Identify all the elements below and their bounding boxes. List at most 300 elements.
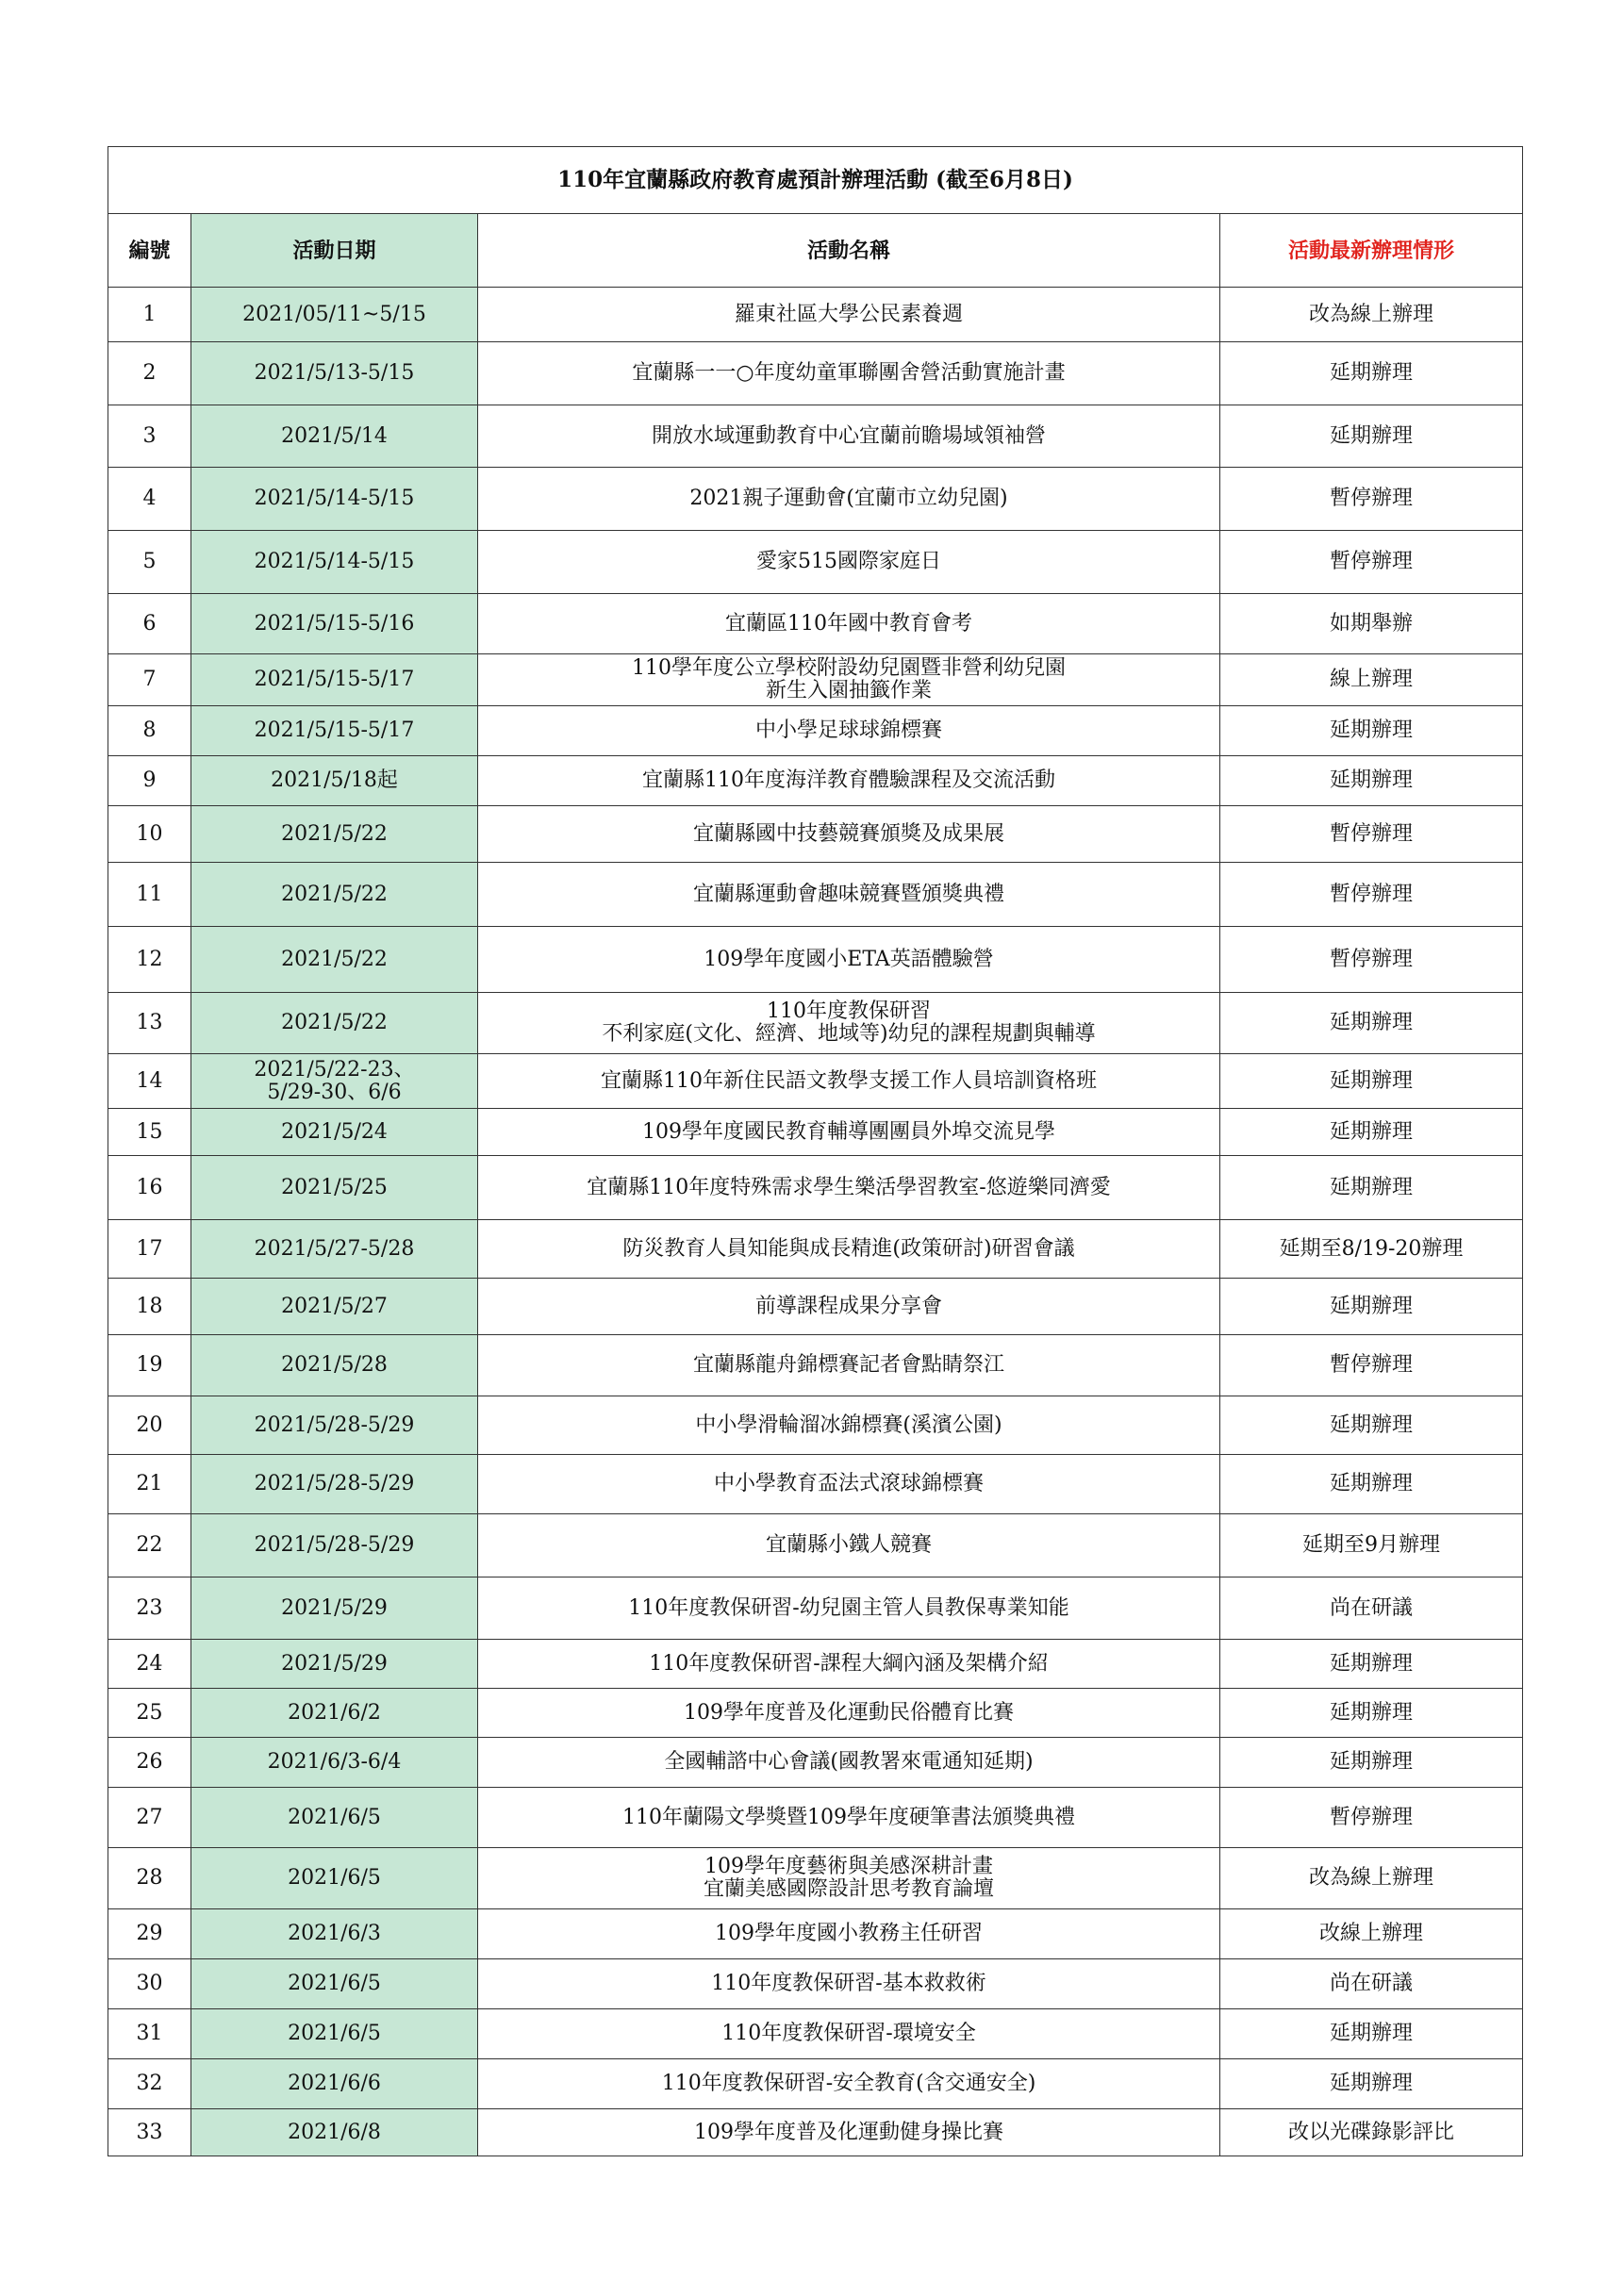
row-no-text: 25	[136, 1700, 163, 1725]
row-no-text: 8	[142, 719, 157, 742]
row-no	[108, 1054, 191, 1109]
row-no-text: 10	[136, 821, 163, 846]
row-no-text: 33	[136, 2120, 163, 2144]
row-status-text: 線上辦理	[1330, 668, 1414, 691]
row-date	[191, 1640, 478, 1689]
row-status-text: 暫停辦理	[1330, 821, 1414, 846]
row-status-text: 暫停辦理	[1330, 1353, 1414, 1377]
row-name	[478, 1514, 1220, 1577]
row-name-text: 110年度教保研習-基本救救術	[711, 1972, 986, 1995]
row-no	[108, 993, 191, 1054]
row-no-text: 17	[136, 1236, 163, 1261]
row-status-text: 暫停辦理	[1330, 550, 1414, 573]
row-status-text: 延期辦理	[1330, 1412, 1414, 1437]
row-status	[1220, 2109, 1523, 2156]
row-name-text: 2021親子運動會(宜蘭市立幼兒園)	[689, 487, 1008, 510]
header-name: 活動名稱	[478, 214, 1220, 288]
row-name-text: 宜蘭縣110年新住民語文教學支援工作人員培訓資格班	[601, 1068, 1097, 1093]
row-date	[191, 1577, 478, 1640]
row-name-text: 中小學足球球錦標賽	[754, 719, 942, 742]
row-no	[108, 1788, 191, 1848]
row-name-text: 前導課程成果分享會	[754, 1294, 942, 1318]
row-name-text: 110年度教保研習-課程大綱內涵及架構介紹	[649, 1651, 1049, 1676]
row-date-text: 2021/6/5	[288, 2022, 381, 2045]
row-status	[1220, 1640, 1523, 1689]
row-status	[1220, 756, 1523, 806]
row-status-text: 延期辦理	[1330, 1119, 1414, 1144]
row-name-text: 109學年度藝術與美感深耕計畫	[704, 1855, 993, 1878]
row-name	[478, 1109, 1220, 1156]
row-name	[478, 1959, 1220, 2009]
row-date-text: 2021/5/29	[281, 1651, 388, 1676]
row-no-text: 26	[136, 1750, 163, 1774]
row-date-text: 2021/5/18起	[271, 768, 398, 792]
row-no	[108, 1848, 191, 1909]
row-no-text: 7	[142, 668, 157, 691]
row-date	[191, 1738, 478, 1788]
row-no-text: 16	[136, 1175, 163, 1199]
row-date-text: 2021/6/3	[288, 1922, 381, 1945]
row-no	[108, 756, 191, 806]
row-name	[478, 2059, 1220, 2109]
row-name	[478, 2109, 1220, 2156]
row-status-text: 改線上辦理	[1319, 1922, 1424, 1945]
row-no	[108, 706, 191, 756]
row-date-text: 2021/6/5	[288, 1805, 381, 1829]
row-name	[478, 1577, 1220, 1640]
row-date	[191, 1848, 478, 1909]
row-date-text: 2021/5/29	[281, 1595, 388, 1620]
row-date-text: 2021/5/22	[281, 947, 388, 971]
row-name-text: 開放水域運動教育中心宜蘭前瞻場域領袖營	[651, 423, 1046, 448]
row-date-text: 2021/5/22-23、	[254, 1057, 415, 1082]
table-row	[108, 1396, 1523, 1455]
row-no-text: 13	[136, 1011, 163, 1034]
row-no-text: 19	[136, 1353, 163, 1377]
row-status	[1220, 1577, 1523, 1640]
row-status-text: 改為線上辦理	[1309, 1866, 1434, 1890]
row-status	[1220, 1738, 1523, 1788]
row-no	[108, 863, 191, 927]
row-status-text: 延期至9月辦理	[1302, 1533, 1441, 1557]
row-date	[191, 531, 478, 594]
row-no-text: 22	[136, 1533, 163, 1557]
row-date-text: 2021/5/28-5/29	[254, 1533, 415, 1557]
row-no-text: 24	[136, 1651, 163, 1676]
table-row	[108, 806, 1523, 863]
row-name-text: 110年度教保研習-環境安全	[721, 2022, 976, 2045]
table-row	[108, 288, 1523, 342]
row-no-text: 20	[136, 1412, 163, 1437]
row-date-text: 2021/5/14-5/15	[254, 487, 415, 510]
row-no	[108, 405, 191, 468]
row-date-text: 2021/5/25	[281, 1175, 388, 1199]
row-date	[191, 1455, 478, 1514]
row-no	[108, 1689, 191, 1738]
row-status	[1220, 1455, 1523, 1514]
table-row	[108, 1156, 1523, 1220]
header-status: 活動最新辦理情形	[1220, 214, 1523, 288]
row-name-text: 110年度教保研習-安全教育(含交通安全)	[661, 2072, 1036, 2095]
row-name-text: 110年度教保研習	[767, 999, 931, 1023]
row-name	[478, 993, 1220, 1054]
row-name-text: 109學年度普及化運動民俗體育比賽	[684, 1700, 1014, 1725]
title-row	[108, 147, 1523, 214]
row-date-text: 2021/6/5	[288, 1972, 381, 1995]
row-date	[191, 1335, 478, 1396]
row-no	[108, 1220, 191, 1279]
row-no	[108, 468, 191, 531]
row-no	[108, 1959, 191, 2009]
row-status-text: 延期辦理	[1330, 1472, 1414, 1495]
row-no	[108, 1738, 191, 1788]
table-title: 110年宜蘭縣政府教育處預計辦理活動 (截至6月8日)	[108, 147, 1523, 214]
row-no-text: 9	[142, 768, 157, 792]
row-no-text: 32	[136, 2072, 163, 2095]
row-name	[478, 927, 1220, 993]
row-date	[191, 288, 478, 342]
row-date-text: 2021/5/28-5/29	[254, 1472, 415, 1495]
row-date-text: 2021/5/15-5/17	[254, 668, 415, 691]
row-name	[478, 288, 1220, 342]
row-no	[108, 1335, 191, 1396]
table-row	[108, 927, 1523, 993]
row-date	[191, 706, 478, 756]
row-name-text: 110年度教保研習-幼兒園主管人員教保專業知能	[628, 1595, 1069, 1620]
row-status-text: 延期辦理	[1330, 1651, 1414, 1676]
table-row	[108, 993, 1523, 1054]
row-name-text: 宜蘭美感國際設計思考教育論壇	[703, 1877, 994, 1901]
row-status-text: 延期辦理	[1330, 1175, 1414, 1199]
row-name	[478, 1689, 1220, 1738]
row-name	[478, 531, 1220, 594]
row-date	[191, 927, 478, 993]
row-no	[108, 1577, 191, 1640]
table-row	[108, 1054, 1523, 1109]
row-date	[191, 1396, 478, 1455]
row-date	[191, 405, 478, 468]
row-date	[191, 1959, 478, 2009]
row-name-text: 109學年度國民教育輔導團團員外埠交流見學	[642, 1119, 1055, 1144]
row-date-text: 2021/5/27	[281, 1294, 388, 1318]
row-no	[108, 2009, 191, 2059]
row-no	[108, 2059, 191, 2109]
row-status-text: 改為線上辦理	[1309, 302, 1434, 326]
row-date	[191, 1788, 478, 1848]
table-row	[108, 756, 1523, 806]
row-name	[478, 1738, 1220, 1788]
row-status	[1220, 706, 1523, 756]
row-name	[478, 1909, 1220, 1959]
row-status-text: 延期辦理	[1330, 768, 1414, 792]
row-status	[1220, 405, 1523, 468]
row-status-text: 延期辦理	[1330, 1068, 1414, 1093]
row-no	[108, 806, 191, 863]
table-row	[108, 342, 1523, 405]
row-name	[478, 706, 1220, 756]
row-no	[108, 2109, 191, 2156]
row-name	[478, 1156, 1220, 1220]
row-no	[108, 1279, 191, 1335]
header-date: 活動日期	[191, 214, 478, 288]
row-status-text: 延期辦理	[1330, 2072, 1414, 2095]
row-date-text: 2021/5/27-5/28	[254, 1236, 415, 1261]
table-row	[108, 863, 1523, 927]
row-date-text: 2021/05/11~5/15	[242, 302, 426, 326]
table-row	[108, 1455, 1523, 1514]
row-name	[478, 594, 1220, 654]
row-name-text: 110學年度公立學校附設幼兒園暨非營利幼兒園	[632, 656, 1066, 680]
row-date	[191, 1109, 478, 1156]
table-row	[108, 654, 1523, 706]
row-no-text: 27	[136, 1805, 163, 1829]
row-status-text: 延期辦理	[1330, 1294, 1414, 1318]
row-no-text: 4	[142, 487, 157, 510]
row-name-text: 不利家庭(文化、經濟、地域等)幼兒的課程規劃與輔導	[602, 1022, 1096, 1046]
row-name-text: 宜蘭縣一一○年度幼童軍聯團舍營活動實施計畫	[632, 361, 1066, 385]
row-name	[478, 756, 1220, 806]
row-name-text: 中小學教育盃法式滾球錦標賽	[713, 1472, 984, 1495]
row-status-text: 延期辦理	[1330, 2022, 1414, 2045]
row-name	[478, 1279, 1220, 1335]
table-row	[108, 1689, 1523, 1738]
row-name-text: 中小學滑輪溜冰錦標賽(溪濱公園)	[695, 1412, 1002, 1437]
row-name-text: 宜蘭縣小鐵人競賽	[765, 1533, 932, 1557]
row-date-text: 2021/5/15-5/17	[254, 719, 415, 742]
row-date	[191, 993, 478, 1054]
row-status	[1220, 1054, 1523, 1109]
row-status	[1220, 288, 1523, 342]
row-no	[108, 1455, 191, 1514]
table-row	[108, 1848, 1523, 1909]
row-no	[108, 1396, 191, 1455]
row-status	[1220, 1848, 1523, 1909]
row-name-text: 愛家515國際家庭日	[756, 550, 941, 573]
row-date	[191, 2109, 478, 2156]
row-name	[478, 468, 1220, 531]
row-no	[108, 1514, 191, 1577]
row-date	[191, 1054, 478, 1109]
row-status	[1220, 1788, 1523, 1848]
row-no	[108, 927, 191, 993]
row-status	[1220, 2059, 1523, 2109]
row-name-text: 羅東社區大學公民素養週	[734, 302, 963, 326]
table-row	[108, 468, 1523, 531]
table-row	[108, 594, 1523, 654]
row-no	[108, 1109, 191, 1156]
row-status	[1220, 2009, 1523, 2059]
row-date	[191, 863, 478, 927]
row-no	[108, 531, 191, 594]
table-row	[108, 706, 1523, 756]
row-no-text: 11	[136, 882, 163, 906]
row-status	[1220, 1689, 1523, 1738]
row-date	[191, 1689, 478, 1738]
table-row	[108, 1220, 1523, 1279]
row-name	[478, 342, 1220, 405]
row-status-text: 尚在研議	[1330, 1595, 1414, 1620]
row-status	[1220, 927, 1523, 993]
table-row	[108, 1738, 1523, 1788]
row-status-text: 暫停辦理	[1330, 1805, 1414, 1829]
row-no-text: 23	[136, 1595, 163, 1620]
row-date-text: 2021/6/8	[288, 2120, 381, 2144]
row-name	[478, 2009, 1220, 2059]
row-no	[108, 654, 191, 706]
row-date	[191, 468, 478, 531]
row-no-text: 28	[136, 1866, 163, 1890]
row-date-text: 2021/6/5	[288, 1866, 381, 1890]
row-status	[1220, 1156, 1523, 1220]
row-status-text: 延期辦理	[1330, 1011, 1414, 1034]
row-status-text: 延期辦理	[1330, 1700, 1414, 1725]
row-no	[108, 342, 191, 405]
row-date	[191, 1156, 478, 1220]
row-no-text: 2	[142, 361, 157, 385]
row-name	[478, 806, 1220, 863]
table-row	[108, 1788, 1523, 1848]
row-status	[1220, 654, 1523, 706]
row-no-text: 31	[136, 2022, 163, 2045]
row-status-text: 延期辦理	[1330, 361, 1414, 385]
row-status	[1220, 1909, 1523, 1959]
row-status	[1220, 342, 1523, 405]
table-row	[108, 1577, 1523, 1640]
row-no	[108, 1640, 191, 1689]
row-date-text: 2021/6/6	[288, 2072, 381, 2095]
row-date	[191, 2009, 478, 2059]
row-status-text: 暫停辦理	[1330, 947, 1414, 971]
row-date	[191, 1909, 478, 1959]
table-row	[108, 2009, 1523, 2059]
row-date-text: 2021/6/3-6/4	[267, 1750, 402, 1774]
row-status	[1220, 1220, 1523, 1279]
row-status	[1220, 863, 1523, 927]
row-date-text: 2021/5/14-5/15	[254, 550, 415, 573]
table-row	[108, 2109, 1523, 2156]
row-date-text: 2021/5/22	[281, 821, 388, 846]
row-name	[478, 1335, 1220, 1396]
row-status-text: 尚在研議	[1330, 1972, 1414, 1995]
row-date	[191, 654, 478, 706]
row-name	[478, 863, 1220, 927]
table-row	[108, 1335, 1523, 1396]
row-status	[1220, 1279, 1523, 1335]
table-row	[108, 531, 1523, 594]
row-date	[191, 1220, 478, 1279]
row-status	[1220, 1335, 1523, 1396]
row-no-text: 3	[142, 423, 157, 448]
row-name	[478, 1848, 1220, 1909]
row-name	[478, 1640, 1220, 1689]
row-status	[1220, 1514, 1523, 1577]
row-no-text: 6	[142, 611, 157, 636]
header-no: 編號	[108, 214, 191, 288]
row-date-text: 2021/5/24	[281, 1119, 388, 1144]
table-row	[108, 1959, 1523, 2009]
row-status-text: 延期辦理	[1330, 719, 1414, 742]
table-row	[108, 1109, 1523, 1156]
row-status	[1220, 1959, 1523, 2009]
table-row	[108, 1909, 1523, 1959]
row-status-text: 暫停辦理	[1330, 882, 1414, 906]
row-status	[1220, 806, 1523, 863]
row-status	[1220, 531, 1523, 594]
row-no-text: 15	[136, 1119, 163, 1144]
row-status-text: 如期舉辦	[1330, 611, 1414, 636]
row-no-text: 30	[136, 1972, 163, 1995]
row-name-text: 宜蘭縣運動會趣味競賽暨頒獎典禮	[692, 882, 1004, 906]
row-date	[191, 342, 478, 405]
row-name-text: 宜蘭區110年國中教育會考	[725, 611, 972, 636]
row-name-text: 防災教育人員知能與成長精進(政策研討)研習會議	[622, 1236, 1075, 1261]
row-date-text: 2021/5/22	[281, 1011, 388, 1034]
row-status	[1220, 1396, 1523, 1455]
row-date-text: 2021/5/13-5/15	[254, 361, 415, 385]
row-no	[108, 1156, 191, 1220]
row-name	[478, 1396, 1220, 1455]
header-row	[108, 214, 1523, 288]
table-row	[108, 1514, 1523, 1577]
row-date-text: 2021/5/22	[281, 882, 388, 906]
row-status-text: 延期至8/19-20辦理	[1279, 1236, 1464, 1261]
row-name-text: 宜蘭縣110年度海洋教育體驗課程及交流活動	[642, 768, 1055, 792]
row-status-text: 改以光碟錄影評比	[1288, 2120, 1455, 2144]
row-no-text: 1	[142, 302, 157, 326]
row-date-text: 2021/5/15-5/16	[254, 611, 415, 636]
row-date-text: 2021/5/14	[281, 423, 388, 448]
row-no	[108, 1909, 191, 1959]
row-date	[191, 806, 478, 863]
row-name-text: 宜蘭縣龍舟錦標賽記者會點睛祭江	[692, 1353, 1004, 1377]
row-name	[478, 1455, 1220, 1514]
row-status	[1220, 1109, 1523, 1156]
table-row	[108, 1640, 1523, 1689]
row-no-text: 14	[136, 1068, 163, 1093]
row-no	[108, 288, 191, 342]
row-no-text: 21	[136, 1472, 163, 1495]
row-name-text: 109學年度國小教務主任研習	[715, 1922, 983, 1945]
row-status	[1220, 993, 1523, 1054]
row-date-text: 2021/5/28-5/29	[254, 1412, 415, 1437]
table-row	[108, 405, 1523, 468]
row-name-text: 109學年度普及化運動健身操比賽	[694, 2120, 1003, 2144]
row-status-text: 延期辦理	[1330, 1750, 1414, 1774]
row-date	[191, 594, 478, 654]
table-row	[108, 1279, 1523, 1335]
row-name	[478, 405, 1220, 468]
row-name-text: 110年蘭陽文學獎暨109學年度硬筆書法頒獎典禮	[622, 1805, 1075, 1829]
row-name-text: 宜蘭縣國中技藝競賽頒獎及成果展	[692, 821, 1004, 846]
row-no-text: 29	[136, 1922, 163, 1945]
row-name	[478, 654, 1220, 706]
row-status	[1220, 468, 1523, 531]
row-no-text: 18	[136, 1294, 163, 1318]
row-status-text: 延期辦理	[1330, 423, 1414, 448]
row-name-text: 109學年度國小ETA英語體驗營	[704, 947, 994, 971]
row-date-text: 2021/5/28	[281, 1353, 388, 1377]
row-name	[478, 1788, 1220, 1848]
row-no-text: 5	[142, 550, 157, 573]
row-name-text: 新生入園抽籤作業	[765, 679, 932, 702]
table-row	[108, 2059, 1523, 2109]
row-status-text: 暫停辦理	[1330, 487, 1414, 510]
row-date	[191, 1514, 478, 1577]
activity-table	[108, 146, 1523, 2156]
row-date	[191, 1279, 478, 1335]
row-no	[108, 594, 191, 654]
row-no-text: 12	[136, 947, 163, 971]
